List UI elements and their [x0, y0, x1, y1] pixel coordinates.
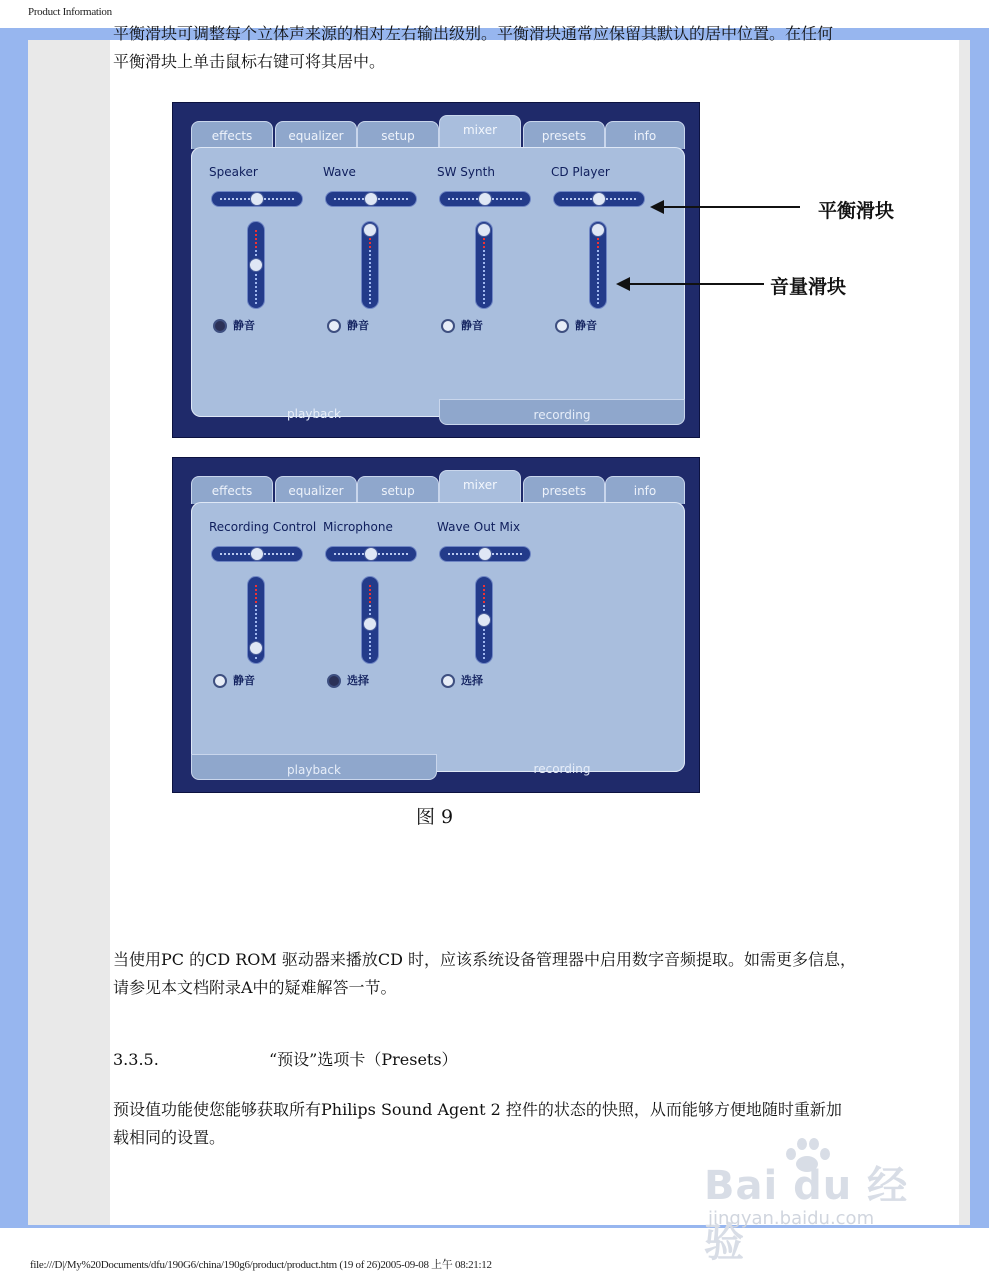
radio-icon[interactable]	[441, 319, 455, 333]
balance-slider-knob[interactable]	[364, 547, 378, 561]
mute-checkbox[interactable]	[441, 317, 483, 333]
mute-checkbox[interactable]	[213, 317, 255, 333]
tab-mixer[interactable]: mixer	[439, 115, 521, 151]
channel-name: SW Synth	[437, 165, 495, 179]
mute-checkbox[interactable]	[327, 317, 369, 333]
baidu-watermark	[700, 1134, 940, 1266]
balance-slider[interactable]	[325, 191, 417, 207]
volume-slider[interactable]	[361, 576, 379, 664]
balance-slider[interactable]	[439, 191, 531, 207]
page-footer	[30, 1256, 492, 1272]
radio-icon[interactable]	[555, 319, 569, 333]
volume-slider-knob[interactable]	[477, 223, 491, 237]
tab-equalizer[interactable]: equalizer	[275, 476, 357, 504]
mixer-channel	[323, 165, 433, 345]
mixer-channel	[209, 165, 319, 345]
paragraph-line: 载相同的设置。	[113, 1128, 226, 1147]
paragraph-line: 平衡滑块上单击鼠标右键可将其居中。	[113, 52, 386, 71]
tab-presets[interactable]: presets	[523, 121, 605, 149]
mute-checkbox[interactable]	[555, 317, 597, 333]
bottom-tabs	[191, 754, 685, 784]
paragraph-line: 平衡滑块可调整每个立体声来源的相对左右输出级别。平衡滑块通常应保留其默认的居中位置。在任何	[113, 24, 834, 43]
balance-slider-knob[interactable]	[592, 192, 606, 206]
volume-slider-knob[interactable]	[477, 613, 491, 627]
mute-label: 静音	[575, 319, 597, 332]
mixer-tabs	[191, 115, 687, 149]
tab-equalizer[interactable]: equalizer	[275, 121, 357, 149]
mute-label: 静音	[233, 674, 255, 687]
paragraph-line: 请参见本文档附录A中的疑难解答一节。	[113, 978, 397, 997]
balance-slider-knob[interactable]	[478, 547, 492, 561]
mixer-channel	[437, 165, 547, 345]
balance-slider[interactable]	[211, 191, 303, 207]
tab-recording[interactable]: recording	[439, 399, 685, 425]
volume-slider[interactable]	[247, 576, 265, 664]
radio-icon[interactable]	[327, 674, 341, 688]
mixer-channel	[209, 520, 319, 700]
volume-slider[interactable]	[361, 221, 379, 309]
radio-icon[interactable]	[213, 674, 227, 688]
volume-slider-knob[interactable]	[249, 258, 263, 272]
watermark-url: jingyan.baidu.com	[708, 1208, 875, 1229]
paragraph-cd-rom	[113, 946, 959, 1002]
channel-name: Wave	[323, 165, 356, 179]
radio-icon[interactable]	[327, 319, 341, 333]
mixer-tabs	[191, 470, 687, 504]
tab-recording[interactable]: recording	[533, 762, 591, 776]
paragraph-balance-slider	[113, 20, 959, 76]
volume-slider[interactable]	[589, 221, 607, 309]
balance-slider-knob[interactable]	[364, 192, 378, 206]
channel-name: Recording Control	[209, 520, 317, 534]
section-title: “预设”选项卡（Presets）	[268, 1050, 458, 1069]
arrow-balance	[662, 206, 800, 208]
mute-checkbox[interactable]	[213, 672, 255, 688]
mute-label: 选择	[461, 674, 483, 687]
arrow-volume	[628, 283, 764, 285]
figure-caption: 图 9	[416, 806, 454, 828]
channel-name: Wave Out Mix	[437, 520, 521, 534]
volume-slider[interactable]	[247, 221, 265, 309]
channel-name: CD Player	[551, 165, 610, 179]
section-heading	[113, 1046, 959, 1074]
tab-effects[interactable]: effects	[191, 476, 273, 504]
mixer-channel	[437, 520, 547, 700]
page-header-title: Product Information	[28, 6, 112, 18]
mute-checkbox[interactable]	[441, 672, 483, 688]
volume-slider[interactable]	[475, 576, 493, 664]
volume-slider-knob[interactable]	[363, 223, 377, 237]
annotation-volume-slider: 音量滑块	[770, 276, 847, 298]
tab-effects[interactable]: effects	[191, 121, 273, 149]
balance-slider-knob[interactable]	[250, 192, 264, 206]
radio-icon[interactable]	[441, 674, 455, 688]
footer-timestamp: 2005-09-08 上午 08:21:12	[380, 1259, 492, 1271]
tab-presets[interactable]: presets	[523, 476, 605, 504]
mixer-channel	[551, 165, 661, 345]
tab-playback[interactable]: playback	[191, 754, 437, 780]
balance-slider-knob[interactable]	[478, 192, 492, 206]
footer-path: file:///D|/My%20Documents/dfu/190G6/china/190g6/product/product.htm	[30, 1259, 337, 1271]
section-number: 3.3.5.	[113, 1050, 159, 1069]
balance-slider[interactable]	[211, 546, 303, 562]
paragraph-line: 预设值功能使您能够获取所有Philips Sound Agent 2 控件的状态的快照，从而能够方便地随时重新加	[113, 1100, 842, 1119]
mute-label: 静音	[461, 319, 483, 332]
volume-slider-knob[interactable]	[363, 617, 377, 631]
balance-slider-knob[interactable]	[250, 547, 264, 561]
channel-name: Speaker	[209, 165, 258, 179]
balance-slider[interactable]	[439, 546, 531, 562]
mixer-screenshot-recording	[172, 457, 700, 793]
tab-info[interactable]: info	[605, 121, 685, 149]
mute-label: 静音	[233, 319, 255, 332]
mixer-channel	[323, 520, 433, 700]
left-margin-column	[28, 40, 110, 1225]
volume-slider[interactable]	[475, 221, 493, 309]
annotation-balance-slider: 平衡滑块	[818, 200, 895, 222]
mute-checkbox[interactable]	[327, 672, 369, 688]
paragraph-line: 当使用PC 的CD ROM 驱动器来播放CD 时，应该系统设备管理器中启用数字音频提取。如需更多信息，	[113, 950, 857, 969]
volume-slider-knob[interactable]	[249, 641, 263, 655]
mute-label: 选择	[347, 674, 369, 687]
tab-info[interactable]: info	[605, 476, 685, 504]
footer-page: (19 of 26)	[339, 1259, 381, 1271]
balance-slider[interactable]	[553, 191, 645, 207]
radio-icon[interactable]	[213, 319, 227, 333]
channel-name: Microphone	[323, 520, 393, 534]
tab-mixer[interactable]: mixer	[439, 470, 521, 506]
bottom-tabs	[191, 399, 685, 429]
tab-setup[interactable]: setup	[357, 121, 439, 149]
mixer-screenshot-playback	[172, 102, 700, 438]
mute-label: 静音	[347, 319, 369, 332]
tab-playback[interactable]: playback	[287, 407, 341, 421]
volume-slider-knob[interactable]	[591, 223, 605, 237]
tab-setup[interactable]: setup	[357, 476, 439, 504]
right-scroll-strip	[959, 40, 970, 1225]
watermark-logo: Bai du 经验	[704, 1163, 909, 1266]
balance-slider[interactable]	[325, 546, 417, 562]
